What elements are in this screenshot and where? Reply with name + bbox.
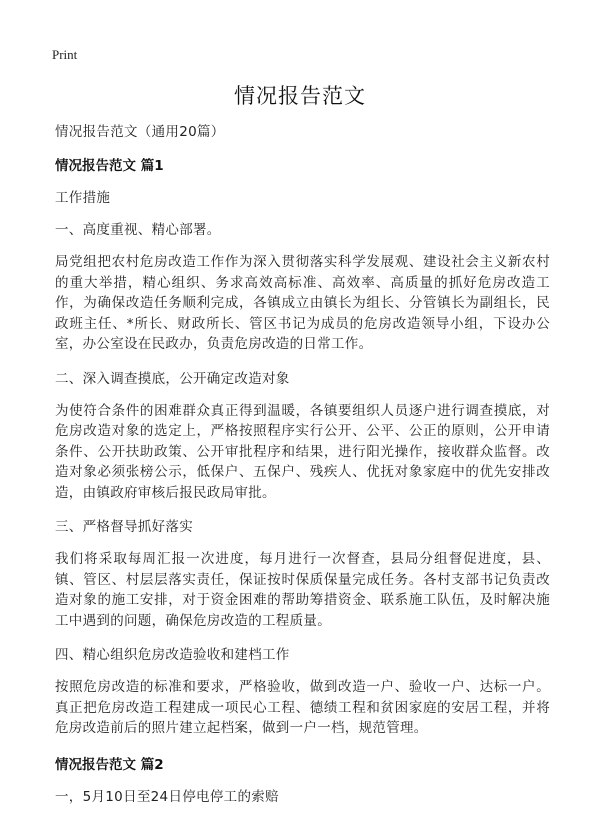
document-subtitle: 情况报告范文（通用20篇） [55,124,225,140]
document-body [55,122,550,819]
subheading-1: 一、高度重视、精心部署。 [55,222,221,238]
section-heading-1: 情况报告范文 篇1 [55,158,164,174]
document-title: 情况报告范文 [234,84,366,108]
paragraph-label: 工作措施 [55,190,111,206]
paragraph: 为使符合条件的困难群众真正得到温暖，各镇要组织人员逐户进行调查摸底，对危房改造对象的选定上，严格按照程序实行公开、公平、公正的原则，公开申请条件、公开扶助政策、公开审批程序和结果，进行阳光操作，接收群众监督。改造对象必须张榜公示，低保户、五保户、残疾人、优抚对象家庭中的优先安排改造，由镇政府审核后报民政局审批。 [55,402,550,501]
print-link[interactable]: Print [52,47,78,62]
subheading-3: 三、严格督导抓好落实 [55,519,193,535]
subheading-2: 二、深入调查摸底，公开确定改造对象 [55,370,290,387]
subheading-1: 一，5月10日至24日停电停工的索赔 [55,788,279,805]
paragraph: 按照危房改造的标准和要求，严格验收，做到改造一户、验收一户、达标一户。真正把危房改造工程建成一项民心工程、德绩工程和贫困家庭的安居工程，并将危房改造前后的照片建立起档案，做到一户一档，规范管理。 [55,679,550,736]
section-heading-2: 情况报告范文 篇2 [55,756,164,773]
paragraph: 我们将采取每周汇报一次进度，每月进行一次督查，县局分组督促进度，县、镇、管区、村层层落实责任，保证按时保质保量完成任务。各村支部书记负责改造对象的施工安排，对于资金困难的帮助筹措资金、联系施工队伍，及时解决施工中遇到的问题，确保危房改造的工程质量。 [55,551,550,629]
subheading-4: 四、精心组织危房改造验收和建档工作 [55,647,290,663]
paragraph: 局党组把农村危房改造工作作为深入贯彻落实科学发展观、建设社会主义新农村的重大举措，精心组织、务求高效高标准、高效率、高质量的抓好危房改造工作，为确保改造任务顺利完成，各镇成立由镇长为组长、分管镇长为副组长，民政班主任、*所长、财政所长、管区书记为成员的危房改造领导小组，下设办公室，办公室设在民政办，负责危房改造的日常工作。 [55,254,550,352]
